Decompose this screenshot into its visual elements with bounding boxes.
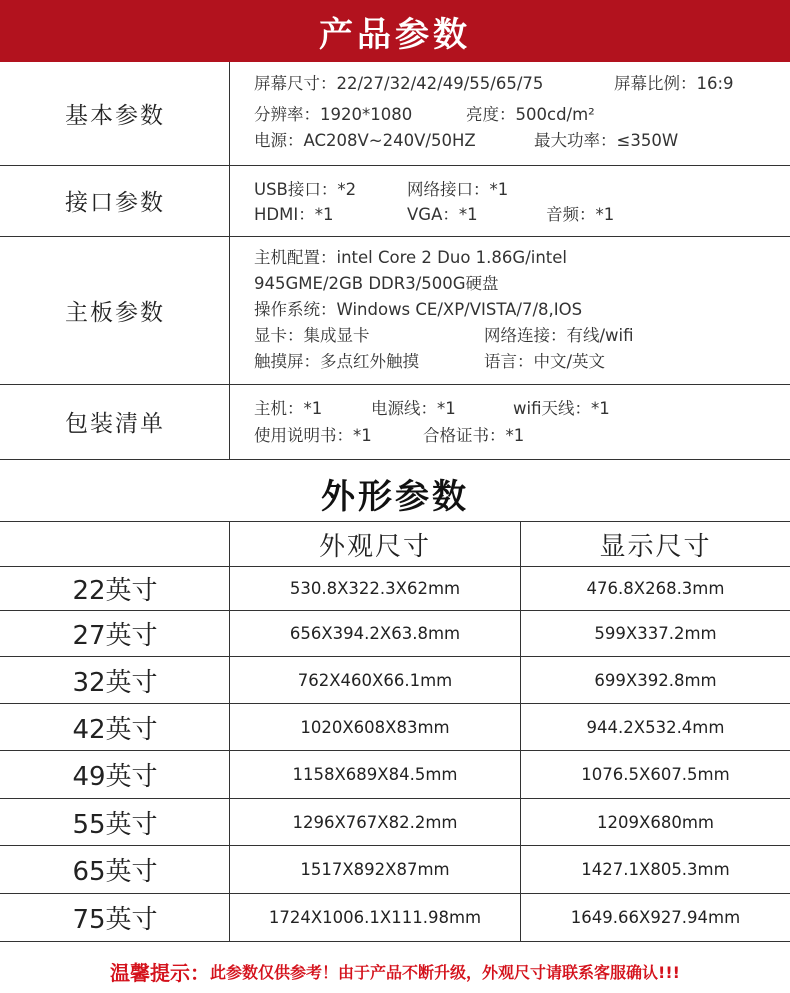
notice-lead: 温馨提示： — [110, 960, 211, 985]
spec-item: 主机：*1 — [254, 399, 323, 418]
spec-item: 显卡：集成显卡 — [254, 326, 370, 345]
column-header-display-size: 显示尺寸 — [599, 531, 712, 562]
table-cell-display: 1209X680mm — [597, 812, 714, 832]
table-row-size: 42英寸 — [72, 714, 158, 745]
table-cell-outer: 1724X1006.1X111.98mm — [268, 908, 482, 927]
spec-group-label-mainboard: 主板参数 — [65, 299, 165, 326]
spec-group-label-basic: 基本参数 — [65, 103, 165, 129]
table-cell-outer: 1517X892X87mm — [300, 860, 450, 879]
spec-group-details-ports — [254, 165, 784, 236]
spec-item: VGA：*1 — [407, 205, 478, 224]
spec-item: 语言：中文/英文 — [484, 352, 606, 371]
table-row-size: 55英寸 — [72, 809, 158, 840]
spec-item: 屏幕尺寸：22/27/32/42/49/55/65/75 — [254, 74, 544, 93]
table-cell-display: 599X337.2mm — [594, 624, 717, 643]
spec-group-label-package: 包装清单 — [65, 411, 165, 437]
header-banner — [0, 0, 790, 62]
spec-item: 电源：AC208V~240V/50HZ — [254, 131, 476, 150]
spec-item: 945GME/2GB DDR3/500G硬盘 — [254, 274, 499, 293]
column-header-outer-size: 外观尺寸 — [318, 531, 431, 562]
section-title-dimensions: 外形参数 — [321, 476, 469, 517]
spec-item: 分辨率：1920*1080 — [254, 105, 413, 124]
table-cell-display: 1649.66X927.94mm — [570, 908, 741, 927]
table-cell-outer: 1296X767X82.2mm — [292, 812, 458, 832]
spec-item: 最大功率：≤350W — [534, 131, 679, 150]
table-row-size: 22英寸 — [72, 576, 158, 606]
table-row-size: 27英寸 — [72, 621, 158, 651]
spec-item: 主机配置：intel Core 2 Duo 1.86G/intel — [254, 248, 568, 267]
table-cell-outer: 530.8X322.3X62mm — [289, 579, 461, 598]
divider — [0, 941, 790, 942]
spec-item: 音频：*1 — [546, 205, 615, 224]
spec-item: 触摸屏：多点红外触摸 — [254, 352, 419, 371]
table-row-size: 65英寸 — [72, 857, 158, 887]
table-cell-outer: 656X394.2X63.8mm — [289, 624, 461, 643]
table-cell-display: 1076.5X607.5mm — [581, 765, 730, 784]
spec-item: wifi天线：*1 — [513, 399, 610, 418]
spec-item: USB接口：*2 — [254, 180, 357, 199]
spec-item: 网络连接：有线/wifi — [484, 326, 634, 345]
spec-group-details-basic — [254, 62, 784, 165]
table-row-size: 75英寸 — [72, 905, 158, 935]
table-cell-display: 1427.1X805.3mm — [581, 860, 730, 879]
spec-group-label-ports: 接口参数 — [65, 190, 165, 216]
table-cell-display: 476.8X268.3mm — [586, 579, 725, 598]
page-title: 产品参数 — [319, 14, 471, 55]
spec-item: 合格证书：*1 — [423, 426, 525, 445]
spec-item: 网络接口：*1 — [407, 180, 509, 199]
table-row-size: 32英寸 — [72, 667, 158, 698]
table-row-size: 49英寸 — [72, 762, 158, 792]
table-cell-outer: 1020X608X83mm — [300, 717, 450, 737]
spec-item: 操作系统：Windows CE/XP/VISTA/7/8,IOS — [254, 300, 583, 319]
table-cell-outer: 1158X689X84.5mm — [292, 765, 458, 784]
spec-item: HDMI：*1 — [254, 205, 334, 224]
table-cell-display: 944.2X532.4mm — [586, 717, 725, 737]
spec-group-details-mainboard — [254, 236, 784, 384]
notice-text: 此参数仅供参考！由于产品不断升级，外观尺寸请联系客服确认!!! — [210, 962, 680, 982]
spec-item: 亮度：500cd/m² — [466, 105, 595, 124]
spec-group-details-package — [254, 384, 784, 459]
table-cell-outer: 762X460X66.1mm — [297, 670, 453, 690]
table-cell-display: 699X392.8mm — [594, 670, 717, 690]
spec-item: 电源线：*1 — [371, 399, 456, 418]
divider — [0, 459, 790, 460]
spec-item: 使用说明书：*1 — [254, 426, 372, 445]
notice — [0, 953, 790, 989]
spec-item: 屏幕比例：16:9 — [614, 74, 734, 93]
